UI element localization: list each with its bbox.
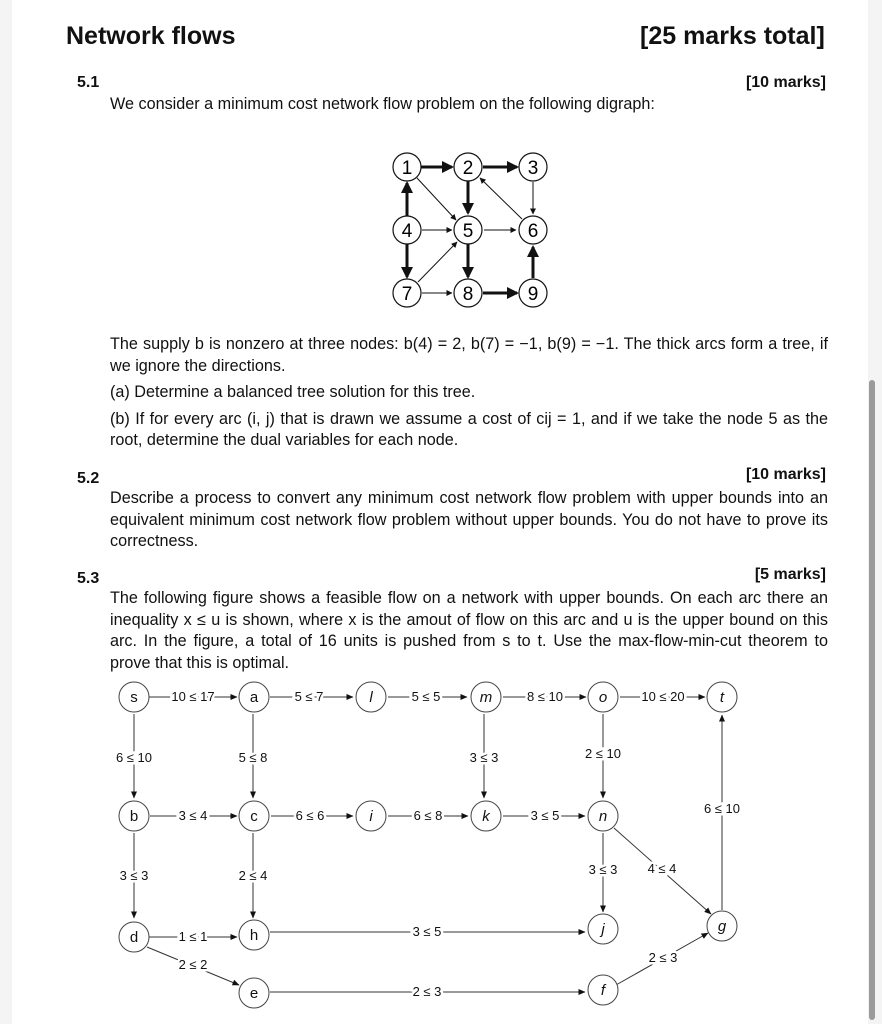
arc-label: 10 ≤ 20 <box>641 689 685 704</box>
arc-1-5 <box>417 178 456 220</box>
flow-node <box>119 801 149 831</box>
flow-node <box>588 975 618 1005</box>
digraph-node <box>393 153 421 181</box>
section-5-3-marks: [5 marks] <box>754 566 826 583</box>
svg-text:o: o <box>598 689 608 706</box>
arc-label: 6 ≤ 10 <box>703 801 741 816</box>
arc-label: 2 ≤ 10 <box>584 746 622 761</box>
arc-label: 2 ≤ 2 <box>178 957 208 972</box>
svg-text:i: i <box>369 808 373 825</box>
arc-label: 4 ≤ 4 <box>647 861 677 876</box>
flow-node <box>239 682 269 712</box>
svg-text:7: 7 <box>401 284 413 305</box>
arc-label: 5 ≤ 7 <box>294 689 324 704</box>
part-b-text: (b) If for every arc (i, j) that is drawn we assume a cost of cij = 1, and if we take the node 5 as the root, determine the dual variables for each node. <box>110 409 828 449</box>
digraph-node <box>519 216 547 244</box>
svg-text:5: 5 <box>462 221 474 242</box>
digraph-node <box>519 279 547 307</box>
flow-node <box>471 801 501 831</box>
flow-node <box>588 801 618 831</box>
digraph-node <box>454 216 482 244</box>
arc-label: 6 ≤ 6 <box>295 808 325 823</box>
svg-text:h: h <box>249 927 259 944</box>
arc-label: 3 ≤ 5 <box>530 808 560 823</box>
digraph-node <box>519 153 547 181</box>
arc-label: 3 ≤ 4 <box>178 808 208 823</box>
part-a-text: (a) Determine a balanced tree solution for this tree. <box>110 383 476 401</box>
svg-text:m: m <box>479 689 493 706</box>
section-5-2-text: Describe a process to convert any minimum cost network flow problem with upper bounds into an equivalent minimum cost network flow problem without upper bounds. You do not have to prove its correctness. <box>110 489 828 550</box>
flow-node <box>471 682 501 712</box>
flow-network-figure <box>100 674 760 1014</box>
section-5-1-intro: We consider a minimum cost network flow problem on the following digraph: <box>110 95 655 113</box>
flow-node <box>707 911 737 941</box>
section-5-1-body <box>110 334 828 452</box>
svg-text:2: 2 <box>462 158 474 179</box>
flow-node <box>707 682 737 712</box>
arc-label: 3 ≤ 3 <box>119 868 149 883</box>
digraph-node <box>393 279 421 307</box>
flow-node <box>239 801 269 831</box>
svg-text:f: f <box>600 982 606 999</box>
flow-node <box>119 922 149 952</box>
flow-node <box>588 682 618 712</box>
flow-node <box>588 914 618 944</box>
svg-text:6: 6 <box>527 221 539 242</box>
scrollbar[interactable] <box>869 380 875 1020</box>
svg-text:t: t <box>719 689 725 706</box>
section-5-1-marks: [10 marks] <box>745 74 826 91</box>
digraph-figure <box>380 148 560 314</box>
svg-text:s: s <box>130 689 138 706</box>
arc-6-2 <box>480 178 522 219</box>
arc-7-5 <box>418 242 457 282</box>
arc-label: 2 ≤ 3 <box>648 950 678 965</box>
svg-text:e: e <box>249 985 259 1002</box>
svg-text:a: a <box>249 689 259 706</box>
svg-text:g: g <box>717 918 727 935</box>
arc-label: 1 ≤ 1 <box>178 929 208 944</box>
arc-label: 3 ≤ 3 <box>588 862 618 877</box>
svg-text:b: b <box>129 808 139 825</box>
arc-label: 5 ≤ 8 <box>238 750 268 765</box>
svg-text:k: k <box>482 808 490 825</box>
total-marks: [25 marks total] <box>640 22 825 50</box>
arc-label: 8 ≤ 10 <box>526 689 564 704</box>
svg-text:n: n <box>598 808 608 825</box>
digraph-node <box>393 216 421 244</box>
svg-text:j: j <box>601 921 605 938</box>
page-title: Network flows <box>66 22 236 50</box>
svg-text:c: c <box>250 808 258 825</box>
section-5-2-number: 5.2 <box>77 470 100 487</box>
flow-node <box>356 682 386 712</box>
flow-node <box>239 920 269 950</box>
flow-node <box>356 801 386 831</box>
flow-node <box>239 978 269 1008</box>
supply-text: The supply b is nonzero at three nodes: b(4) = 2, b(7) = −1, b(9) = −1. The thick arcs form a tree, if we ignore the directions. <box>110 335 828 375</box>
digraph-node <box>454 153 482 181</box>
svg-text:9: 9 <box>527 284 539 305</box>
arc-label: 10 ≤ 17 <box>171 689 215 704</box>
svg-text:d: d <box>129 929 139 946</box>
svg-text:1: 1 <box>401 158 413 179</box>
section-5-2-marks: [10 marks] <box>745 466 826 483</box>
svg-text:3: 3 <box>527 158 539 179</box>
section-5-1-number: 5.1 <box>77 74 100 91</box>
arc-label: 5 ≤ 5 <box>411 689 441 704</box>
flow-node <box>119 682 149 712</box>
arc-label: 3 ≤ 3 <box>469 750 499 765</box>
svg-text:8: 8 <box>462 284 474 305</box>
arc-label: 6 ≤ 8 <box>413 808 443 823</box>
arc-label: 6 ≤ 10 <box>115 750 153 765</box>
svg-text:4: 4 <box>401 221 413 242</box>
arc-label: 2 ≤ 4 <box>238 868 268 883</box>
svg-text:l: l <box>369 689 373 706</box>
section-5-3-number: 5.3 <box>77 570 100 587</box>
arc-label: 2 ≤ 3 <box>412 984 442 999</box>
arc-label: 3 ≤ 5 <box>412 924 442 939</box>
digraph-node <box>454 279 482 307</box>
section-5-3-text: The following figure shows a feasible flow on a network with upper bounds. On each arc there an inequality x ≤ u is shown, where x is the amout of flow on this arc and u is the upper bound on this arc. In the figure, a total of 16 units is pushed from s to t. Use the max-flow-min-cut theorem to prove that this is optimal. <box>110 589 828 672</box>
